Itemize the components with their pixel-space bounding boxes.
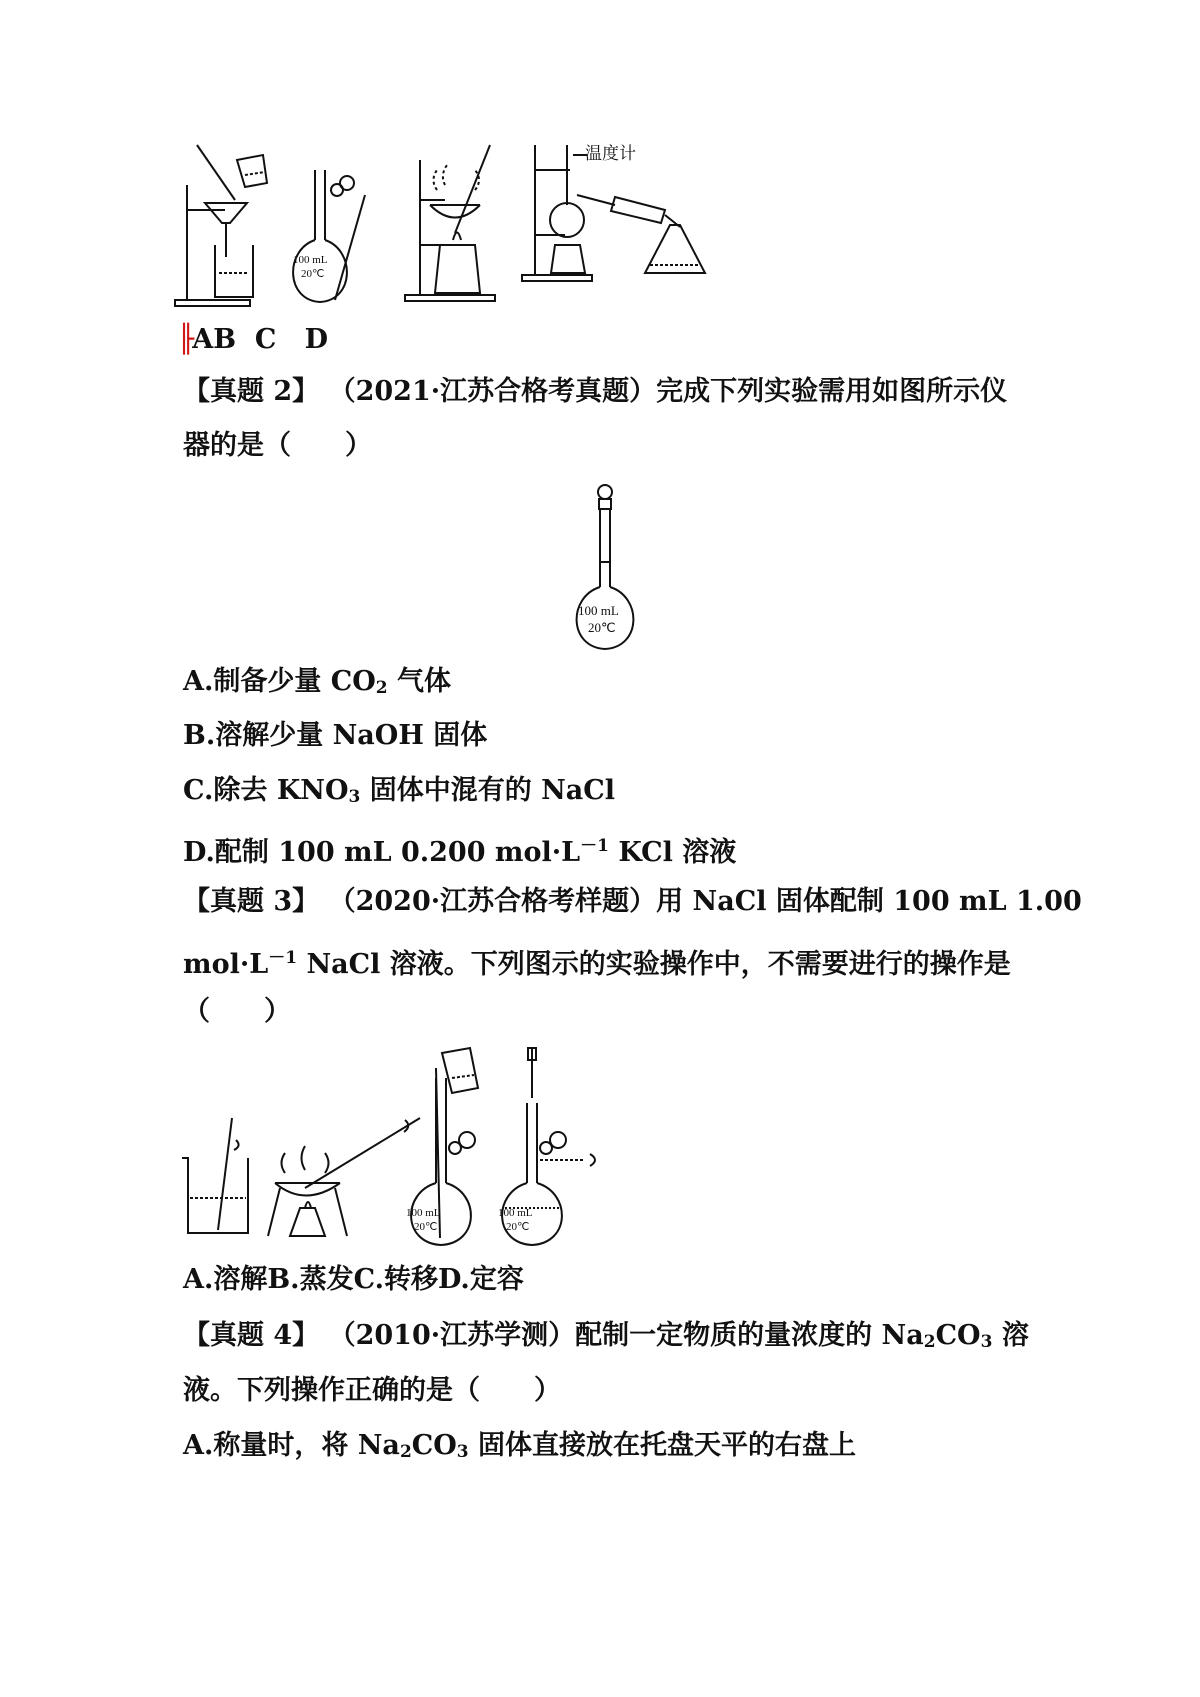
q2-tag: 【真题 2】 [183,376,320,407]
q2-volumetric-flask-figure [570,482,650,652]
q2-option-c: C.除去 $KNO_3$ 固体中混有的 NaCl [183,775,616,807]
evaporation-dish [268,1118,420,1236]
q4-stem-line-1: 【真题 4】 （2010·江苏学测）配制一定物质的量浓度的 $Na_2CO_3$ 溶 [183,1320,1029,1352]
transfer-flask [406,1048,478,1245]
q3-options-line: A.溶解B.蒸发C.转移D.定容 [183,1264,524,1295]
flask-temp-label: 20℃ [301,268,325,280]
q4-stem-line-2: 液。下列操作正确的是（ ） [183,1375,561,1406]
q3-stem-line-3: （ ） [183,996,291,1027]
q3-stem-1: 用 NaCl 固体配制 100 mL 1.00 [656,886,1082,917]
q2-stem-line-1 [183,374,1007,410]
q3-source: （2020·江苏合格考样题） [328,886,657,917]
filtration-apparatus [175,145,267,306]
q2-option-d: D.配制 100 mL 0.200 $mol\cdot L^{-1}$ KCl 溶液 [183,836,737,868]
q2-flask-temp: 20℃ [588,620,616,635]
q4-source: （2010·江苏学测） [328,1320,576,1351]
q2-source: （2021·江苏合格考真题） [328,376,657,407]
thermometer-label: 温度计 [585,144,636,164]
flask-with-rod [293,170,365,302]
answer-option-d: D [304,324,328,355]
evaporation-apparatus [405,145,495,301]
q2-stem-2: 器的是（ ） [183,430,372,461]
q2-option-b: B.溶解少量 NaOH 固体 [183,720,488,751]
q3-stem-line-2: $mol\cdot L^{-1}$ NaCl 溶液。下列图示的实验操作中，不需要进行的操作是 [183,948,1011,980]
dissolve-beaker [182,1118,248,1233]
answer-marker: ╟ [178,324,193,355]
fix-volume-flask [498,1048,595,1245]
q2-flask-volume: 100 mL [578,603,619,618]
flask-volume-label: 100 mL [293,254,328,266]
q3-operations-figure [180,1048,630,1248]
distillation-apparatus [522,144,705,281]
answer-option-c: C [254,324,277,355]
q3-flask-d-temp: 20℃ [506,1221,530,1233]
q4-option-a: A.称量时，将 $Na_2CO_3$ 固体直接放在托盘天平的右盘上 [183,1430,857,1462]
q3-flask-c-temp: 20℃ [414,1221,438,1233]
q3-tag: 【真题 3】 [183,886,320,917]
q2-stem-line-2 [183,428,372,464]
q2-stem-1: 完成下列实验需用如图所示仪 [656,376,1008,407]
top-apparatus-figure [175,145,735,315]
answer-option-ab: AB [192,324,237,355]
q2-option-a: A.制备少量 $CO_2$ 气体 [183,666,452,698]
q4-tag: 【真题 4】 [183,1320,320,1351]
q3-flask-c-volume: 100 mL [406,1207,441,1219]
q3-stem-line-1 [183,884,1082,920]
q3-flask-d-volume: 100 mL [498,1207,533,1219]
answer-line [178,322,328,358]
